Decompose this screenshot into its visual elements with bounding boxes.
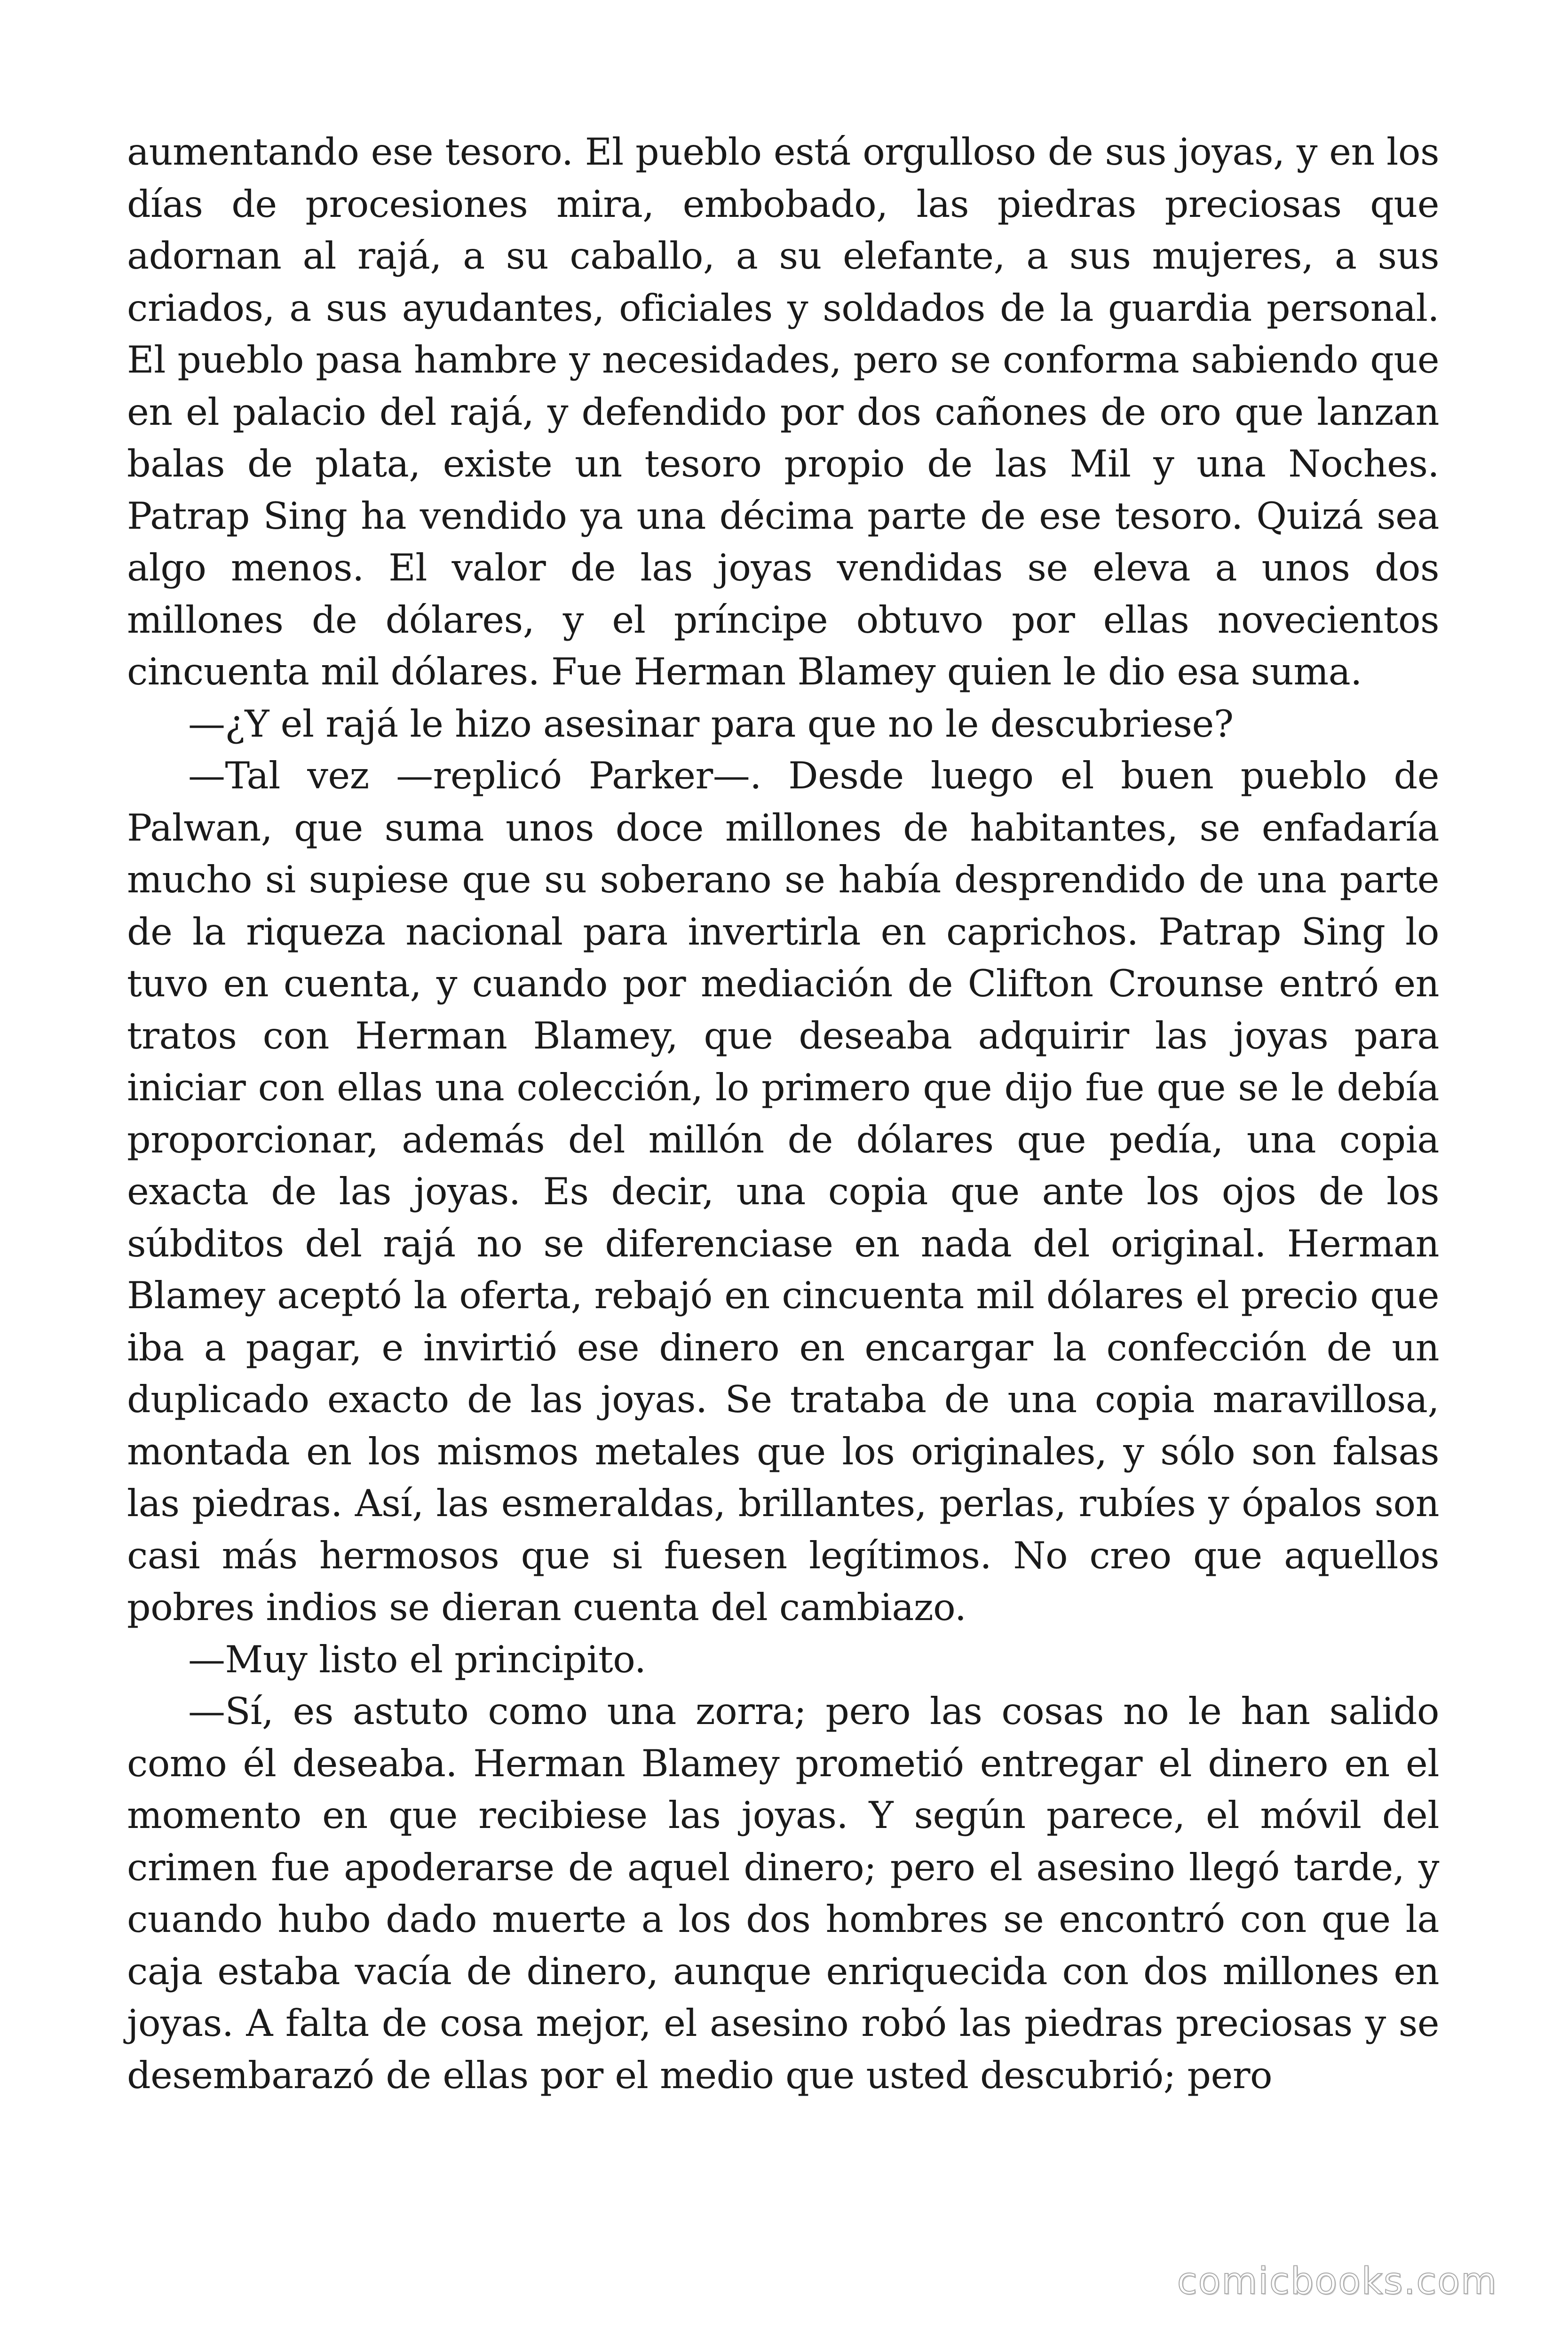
paragraph-5-dialogue: —Sí, es astuto como una zorra; pero las cosas no le han salido como él deseaba. Herman Blamey prometió entregar el dinero en el momento en que recibiese las joyas. Y según parece, el móvil del crimen fue apoderarse de aquel dinero; pero el asesino llegó tarde, y cuando hubo dado muerte a los dos hombres se encontró con que la caja estaba vacía de dinero, aunque enriquecida con dos millones en joyas. A falta de cosa mejor, el asesino robó las piedras preciosas y se desembarazó de ellas por el medio que usted descubrió; pero [127,1690,1439,2097]
page-text-body [127,126,1439,2101]
paragraph-1: aumentando ese tesoro. El pueblo está orgulloso de sus joyas, y en los días de procesiones mira, embobado, las piedras preciosas que adornan al rajá, a su caballo, a su elefante, a sus mujeres, a sus criados, a sus ayudantes, oficiales y soldados de la guardia personal. El pueblo pasa hambre y necesidades, pero se conforma sabiendo que en el palacio del rajá, y defendido por dos cañones de oro que lanzan balas de plata, existe un tesoro propio de las Mil y una Noches. Patrap Sing ha vendido ya una décima parte de ese tesoro. Quizá sea algo menos. El valor de las joyas vendidas se eleva a unos dos millones de dólares, y el príncipe obtuvo por ellas novecientos cincuenta mil dólares. Fue Herman Blamey quien le dio esa suma. [127,130,1439,693]
paragraph-3-dialogue: —Tal vez —replicó Parker—. Desde luego el buen pueblo de Palwan, que suma unos doce millones de habitantes, se enfadaría mucho si supiese que su soberano se había desprendido de una parte de la riqueza nacional para invertirla en caprichos. Patrap Sing lo tuvo en cuenta, y cuando por mediación de Clifton Crounse entró en tratos con Herman Blamey, que deseaba adquirir las joyas para iniciar con ellas una colección, lo primero que dijo fue que se le debía proporcionar, además del millón de dólares que pedía, una copia exacta de las joyas. Es decir, una copia que ante los ojos de los súbditos del rajá no se diferenciase en nada del original. Herman Blamey aceptó la oferta, rebajó en cincuenta mil dólares el precio que iba a pagar, e invirtió ese dinero en encargar la confección de un duplicado exacto de las joyas. Se trataba de una copia maravillosa, montada en los mismos metales que los originales, y sólo son falsas las piedras. Así, las esmeraldas, brillantes, perlas, rubíes y ópalos son casi más hermosos que si fuesen legítimos. No creo que aquellos pobres indios se dieran cuenta del cambiazo. [127,754,1439,1629]
paragraph-2-dialogue: —¿Y el rajá le hizo asesinar para que no le descubriese? [188,702,1234,746]
watermark-text: comicbooks.com [1177,2260,1497,2303]
paragraph-4-dialogue: —Muy listo el principito. [188,1637,646,1681]
